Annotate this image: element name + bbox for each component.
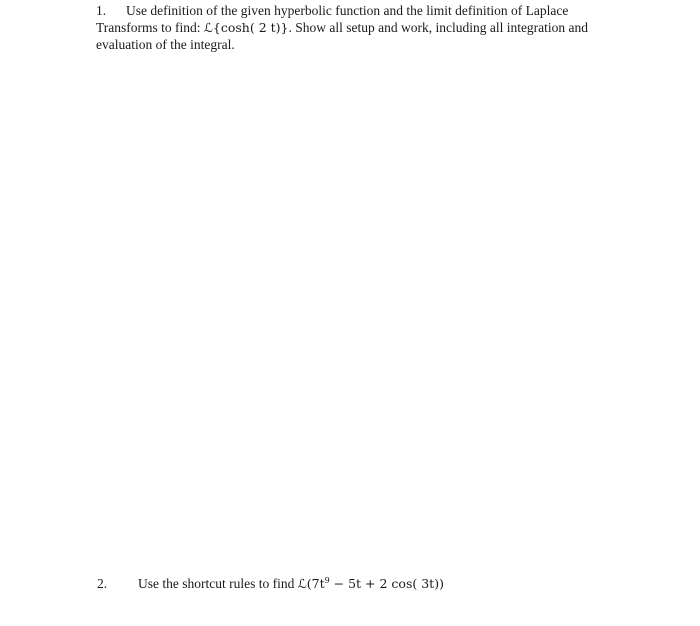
question-1-number: 1. — [96, 3, 107, 18]
question-1-line-3 — [96, 36, 616, 53]
question-2-text: Use the shortcut rules to find — [138, 576, 298, 591]
question-1-math: ℒ{cosh( 2 t)} — [203, 20, 289, 35]
question-2-number: 2. — [97, 576, 108, 591]
question-1-text-line-2-start: Transforms to find: — [96, 20, 204, 35]
question-1-text-line-3: evaluation of the integral. — [96, 37, 235, 52]
question-2-math-exponent: 9 — [324, 576, 330, 585]
question-1-text-line-1: Use definition of the given hyperbolic function and the limit definition of Laplace — [126, 3, 569, 18]
question-2-math — [298, 576, 444, 591]
question-2-math-suffix: − 5t + 2 cos( 3t)) — [329, 576, 444, 591]
question-1-line-1 — [96, 2, 616, 19]
question-2 — [97, 575, 617, 592]
question-1 — [96, 2, 616, 53]
question-2-math-prefix: ℒ(7t — [297, 576, 325, 591]
question-1-line-2 — [96, 19, 616, 36]
question-1-text-line-2-end: . Show all setup and work, including all integration and — [288, 20, 589, 35]
